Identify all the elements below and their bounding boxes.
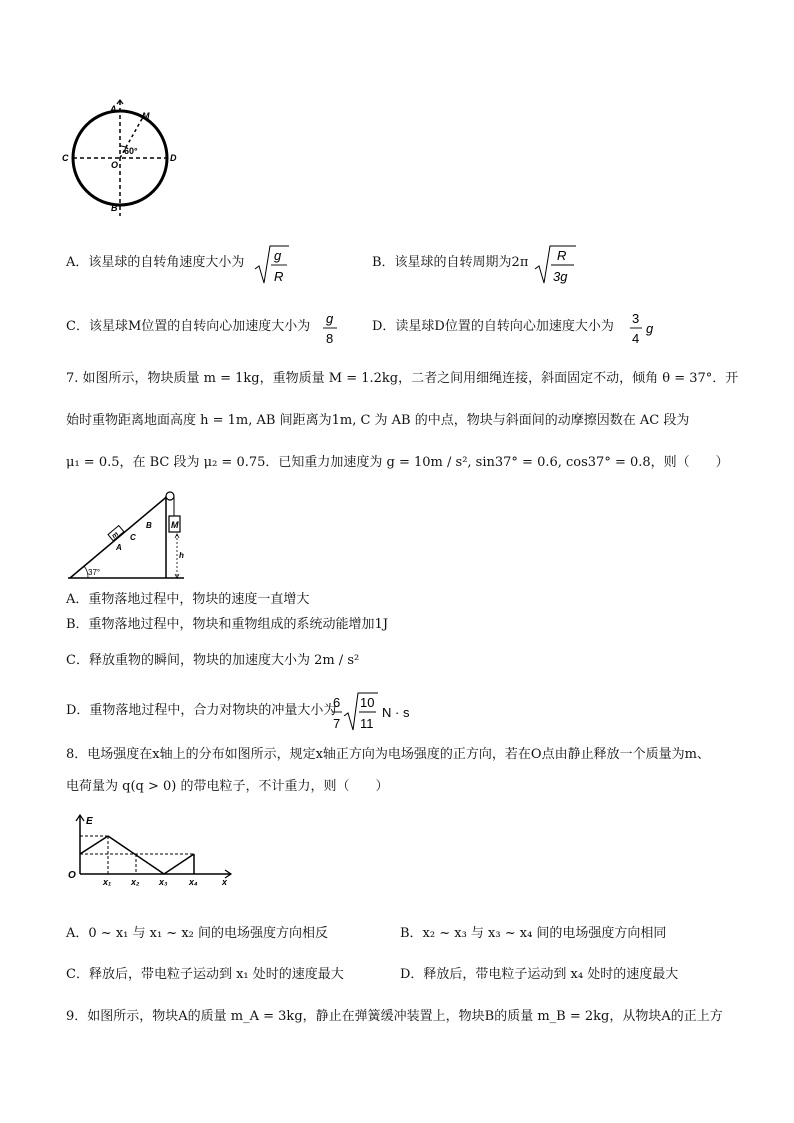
q6-option-d-suffix: g [646, 321, 654, 336]
q6-label-B: B [111, 203, 118, 213]
q6-option-b-sqrt [534, 243, 578, 287]
q7-label-h: h [179, 551, 184, 560]
q6-option-a [66, 254, 244, 272]
q6-option-c-prefix: C．该星球M位置的自转向心加速度大小为 [66, 319, 311, 334]
q7-label-M: M [171, 520, 179, 530]
q8-option-a: A．0 ~ x₁ 与 x₁ ~ x₂ 间的电场强度方向相反 [66, 926, 328, 941]
q6-option-c-den: 8 [326, 331, 334, 346]
q8-efield-graph [64, 812, 234, 892]
q9-stem-line1: 9．如图所示，物块A的质量 m_A = 3kg，静止在弹簧缓冲装置上，物块B的质量 m_B = 2kg，从物块A的正上方 [66, 1009, 723, 1024]
q6-label-O: O [111, 160, 119, 170]
q7-option-d [66, 702, 336, 720]
q6-label-angle: 60° [124, 146, 138, 156]
q6-option-a-sqrt [254, 243, 290, 287]
q8-stem-line2: 电荷量为 q(q > 0) 的带电粒子，不计重力，则（ ） [66, 779, 389, 794]
q7-option-d-frac1-den: 7 [333, 716, 341, 731]
q6-option-d-den: 4 [632, 331, 640, 346]
q7-label-B: B [146, 521, 152, 530]
q8-stem-line1: 8．电场强度在x轴上的分布如图所示，规定x轴正方向为电场强度的正方向，若在O点由静止释放一个质量为m、 [66, 747, 710, 762]
q6-label-M: M [142, 111, 150, 121]
q6-option-a-den: R [274, 269, 284, 284]
q8-option-d: D．释放后，带电粒子运动到 x₄ 处时的速度最大 [400, 967, 679, 982]
q8-label-O: O [68, 870, 76, 881]
q8-label-x3: x₃ [159, 877, 168, 887]
q7-option-d-frac2-den: 11 [360, 716, 374, 731]
q8-label-x4: x₄ [189, 877, 198, 887]
q6-option-b [372, 254, 528, 272]
q6-label-A: A [110, 104, 117, 114]
q8-label-x1: x₁ [103, 877, 112, 887]
q6-option-c-frac [321, 308, 339, 348]
q7-option-c: C．释放重物的瞬间，物块的加速度大小为 2m / s² [66, 653, 360, 668]
q7-label-angle: 37° [88, 568, 101, 577]
q7-stem-line1: 7. 如图所示，物块质量 m = 1kg，重物质量 M = 1.2kg，二者之间用细绳连接，斜面固定不动，倾角 θ = 37°．开 [66, 371, 739, 386]
q8-label-x2: x₂ [131, 877, 140, 887]
q7-label-m: m [110, 530, 121, 541]
q8-label-E: E [86, 816, 93, 827]
q7-option-a: A．重物落地过程中，物块的速度一直增大 [66, 592, 310, 607]
q8-label-x: x [222, 877, 228, 887]
q7-option-b: B．重物落地过程中，物块和重物组成的系统动能增加1J [66, 617, 389, 632]
q6-option-d [372, 318, 614, 336]
q7-option-d-prefix: D．重物落地过程中，合力对物块的冲量大小为 [66, 703, 337, 718]
q7-stem-line3: μ₁ = 0.5，在 BC 段为 μ₂ = 0.75．已知重力加速度为 g = 10m / s², sin37° = 0.6, cos37° = 0.8，则（ ） [66, 455, 729, 470]
q7-option-d-frac2-num: 10 [360, 695, 375, 710]
q7-option-d-frac1-num: 6 [333, 695, 341, 710]
q7-label-C: C [130, 533, 136, 542]
q6-option-d-num: 3 [632, 311, 640, 326]
q6-option-c [66, 318, 310, 336]
q6-option-c-num: g [326, 311, 334, 326]
q6-option-d-prefix: D．读星球D位置的自转向心加速度大小为 [372, 319, 614, 334]
q7-option-d-suffix: N · s [382, 705, 410, 720]
q6-option-b-prefix: B．该星球的自转周期为2π [372, 255, 529, 270]
q6-option-a-prefix: A．该星球的自转角速度大小为 [66, 255, 245, 270]
q7-incline-figure [66, 486, 190, 582]
q6-option-b-den: 3g [553, 269, 568, 284]
q8-option-b: B．x₂ ~ x₃ 与 x₃ ~ x₄ 间的电场强度方向相同 [400, 926, 667, 941]
q6-label-C: C [62, 153, 69, 163]
q7-stem-line2: 始时重物距离地面高度 h = 1m, AB 间距离为1m, C 为 AB 的中点，物块与斜面间的动摩擦因数在 AC 段为 [66, 413, 690, 428]
q6-option-b-num: R [557, 248, 567, 263]
q7-option-d-math [330, 690, 434, 734]
q7-label-A: A [116, 543, 122, 552]
q6-option-d-frac [628, 308, 660, 348]
q6-option-a-num: g [274, 248, 282, 263]
q6-label-D: D [170, 153, 177, 163]
q6-circle-figure [60, 98, 180, 218]
q8-option-c: C．释放后，带电粒子运动到 x₁ 处时的速度最大 [66, 967, 344, 982]
